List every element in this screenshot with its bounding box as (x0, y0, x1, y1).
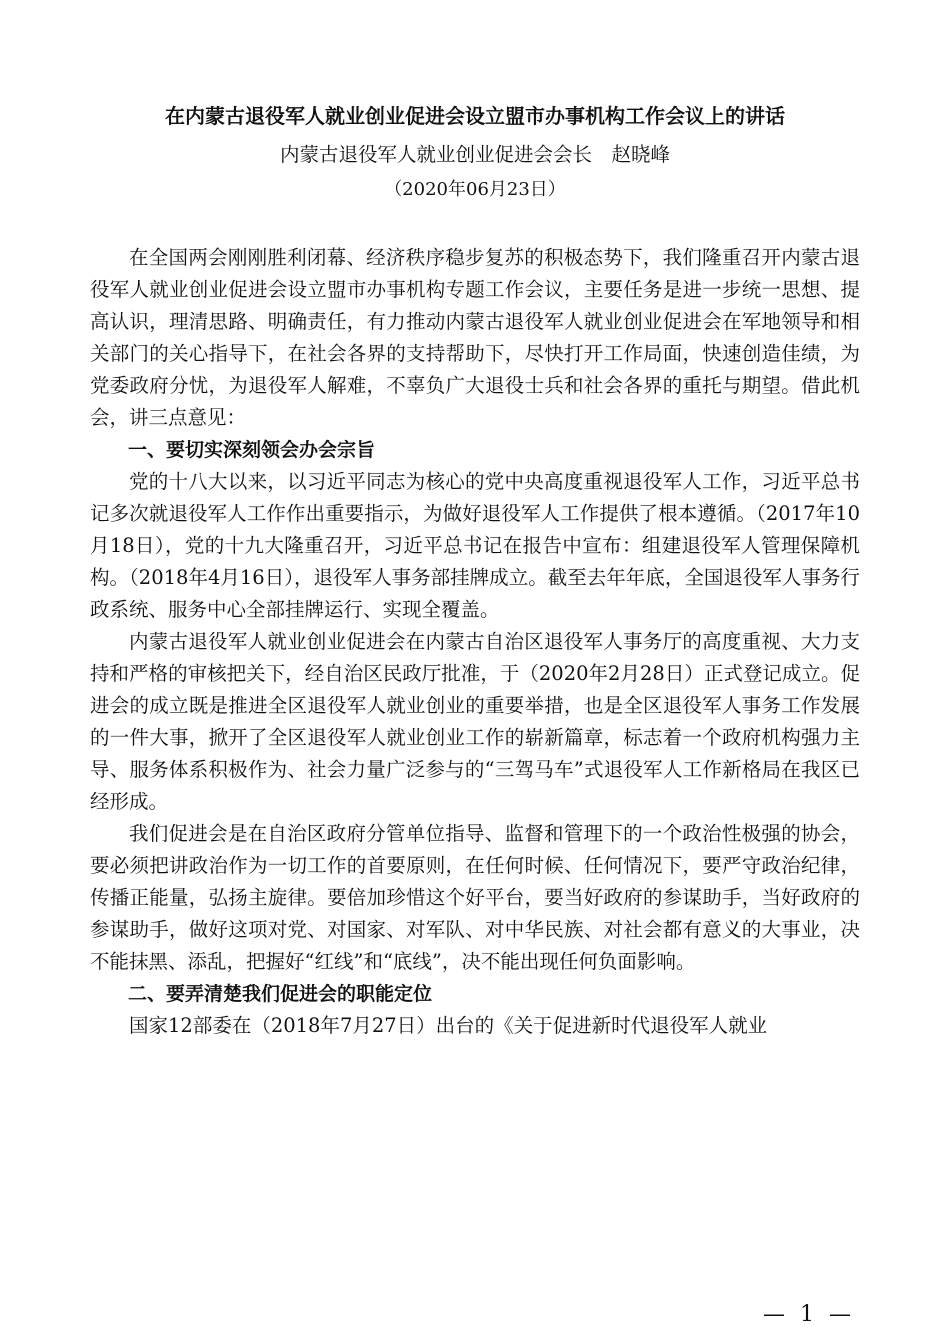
section-heading: 二、要弄清楚我们促进会的职能定位 (128, 983, 433, 1005)
speech-date: （2020年06月23日） (384, 179, 566, 200)
document-body (90, 242, 860, 1042)
body-paragraph: 我们促进会是在自治区政府分管单位指导、监督和管理下的一个政治性极强的协会，要必须把讲政治作为一切工作的首要原则，在任何时候、任何情况下，要严守政治纪律，传播正能量，弘扬主旋律。要倍加珍惜这个好平台，要当好政府的参谋助手，当好政府的参谋助手，做好这项对党、对国家、对军队、对中华民族、对社会都有意义的大事业，决不能抹黑、添乱，把握好“红线”和“底线”，决不能出现任何负面影响。 (90, 822, 860, 973)
body-paragraph: 内蒙古退役军人就业创业促进会在内蒙古自治区退役军人事务厅的高度重视、大力支持和严格的审核把关下，经自治区民政厅批准，于（2020年2月28日）正式登记成立。促进会的成立既是推进全区退役军人就业创业的重要举措，也是全区退役军人事务工作发展的一件大事，掀开了全区退役军人就业创业工作的崭新篇章，标志着一个政府机构强力主导、服务体系积极作为、社会力量广泛参与的“三驾马车”式退役军人工作新格局在我区已经形成。 (90, 630, 860, 813)
author-line: 内蒙古退役军人就业创业促进会会长 赵晓峰 (279, 143, 670, 166)
body-paragraph: 国家12部委在（2018年7月27日）出台的《关于促进新时代退役军人就业 (129, 1014, 768, 1037)
section-heading: 一、要切实深刻领会办会宗旨 (128, 439, 376, 461)
body-paragraph: 在全国两会刚刚胜利闭幕、经济秩序稳步复苏的积极态势下，我们隆重召开内蒙古退役军人就业创业促进会设立盟市办事机构专题工作会议，主要任务是进一步统一思想、提高认识，理清思路、明确责任，有力推动内蒙古退役军人就业创业促进会在军地领导和相关部门的关心指导下，在社会各界的支持帮助下，尽快打开工作局面，快速创造佳绩，为党委政府分忧，为退役军人解难，不辜负广大退役士兵和社会各界的重托与期望。借此机会，讲三点意见： (90, 246, 860, 429)
body-paragraph: 党的十八大以来，以习近平同志为核心的党中央高度重视退役军人工作，习近平总书记多次就退役军人工作作出重要指示，为做好退役军人工作提供了根本遵循。（2017年10月18日），党的十九大隆重召开，习近平总书记在报告中宣布：组建退役军人管理保障机构。（2018年4月16日），退役军人事务部挂牌成立。截至去年年底，全国退役军人事务行政系统、服务中心全部挂牌运行、实现全覆盖。 (90, 470, 860, 621)
document-title: 在内蒙古退役军人就业创业促进会设立盟市办事机构工作会议上的讲话 (165, 104, 785, 128)
page-number: — 1 — (763, 1302, 855, 1327)
